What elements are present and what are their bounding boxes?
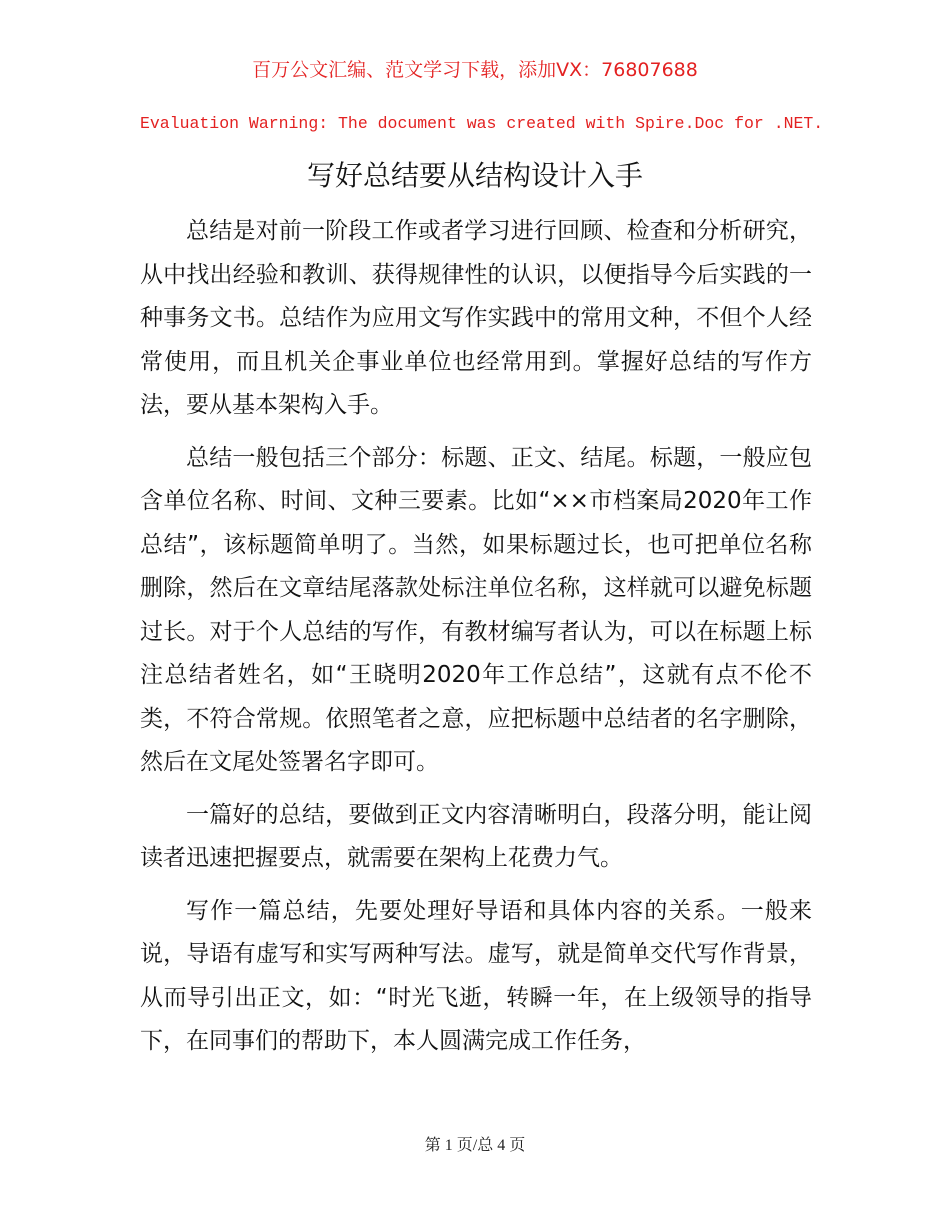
paragraph-4: 写作一篇总结，先要处理好导语和具体内容的关系。一般来说，导语有虚写和实写两种写法。虚写，就是简单交代写作背景，从而导引出正文，如：“时光飞逝，转瞬一年，在上级领导的指导下，在同事们的帮助下，本人圆满完成工作任务，: [140, 897, 812, 1054]
paragraph-3: 一篇好的总结，要做到正文内容清晰明白，段落分明，能让阅读者迅速把握要点，就需要在架构上花费力气。: [140, 801, 812, 871]
evaluation-warning: Evaluation Warning: The document was created with Spire.Doc for .NET.: [140, 114, 824, 133]
promo-banner: 百万公文汇编、范文学习下载，添加VX：76807688: [252, 59, 698, 81]
paragraph-2: 总结一般包括三个部分：标题、正文、结尾。标题，一般应包含单位名称、时间、文种三要素。比如“××市档案局2020年工作总结”，该标题简单明了。当然，如果标题过长，也可把单位名称删除，然后在文章结尾落款处标注单位名称，这样就可以避免标题过长。对于个人总结的写作，有教材编写者认为，可以在标题上标注总结者姓名，如“王晓明2020年工作总结”，这就有点不伦不类，不符合常规。依照笔者之意，应把标题中总结者的名字删除，然后在文尾处签署名字即可。: [140, 444, 812, 775]
document-body: [140, 210, 812, 1073]
paragraph-1: 总结是对前一阶段工作或者学习进行回顾、检查和分析研究，从中找出经验和教训、获得规律性的认识，以便指导今后实践的一种事务文书。总结作为应用文写作实践中的常用文种，不但个人经常使用，而且机关企事业单位也经常用到。掌握好总结的写作方法，要从基本架构入手。: [140, 218, 812, 418]
document-title: 写好总结要从结构设计入手: [306, 159, 643, 192]
page-footer: 第 1 页/总 4 页: [424, 1137, 526, 1154]
